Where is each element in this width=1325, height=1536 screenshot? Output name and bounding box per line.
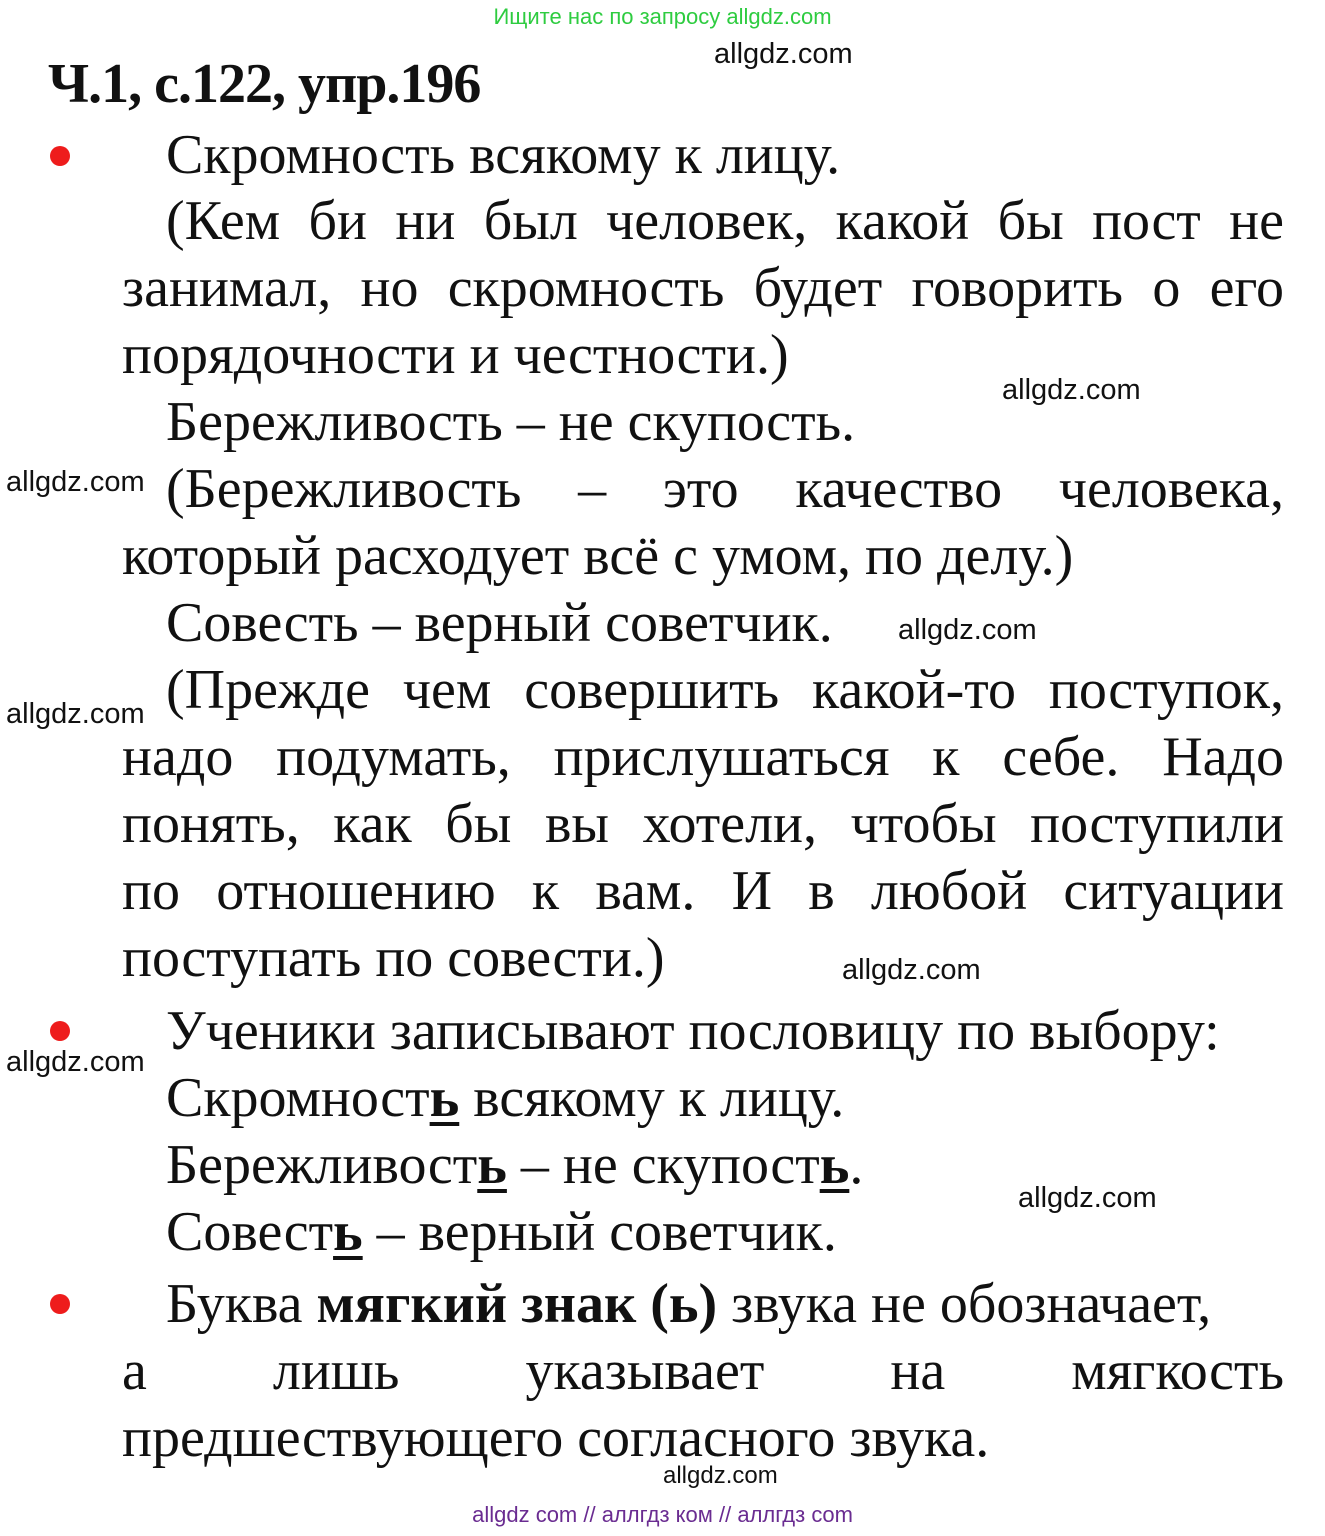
soft-sign-underlined: ь	[477, 1134, 507, 1196]
proverb-3: Совесть – верный советчик.	[166, 592, 833, 654]
proverb-2-marked	[166, 1132, 863, 1198]
soft-sign-underlined: ь	[819, 1134, 850, 1196]
explanation-2-line-1: (Бережливость – это качество человека,	[166, 458, 1284, 520]
soft-sign-term: мягкий знак (ь)	[316, 1273, 718, 1335]
explanation-3-line-5: поступать по совести.)	[122, 927, 665, 989]
soft-sign-underlined: ь	[429, 1067, 460, 1129]
proverb-text: – верный советчик.	[362, 1201, 837, 1263]
rule-line-1	[166, 1271, 1284, 1337]
watermark: allgdz.com	[898, 614, 1037, 646]
assignment-intro: Ученики записывают пословицу по выбору:	[166, 1000, 1220, 1062]
rule-text: звука не обозначает,	[717, 1273, 1212, 1335]
top-search-link[interactable]: Ищите нас по запросу allgdz.com	[493, 4, 832, 29]
watermark: allgdz.com	[842, 954, 981, 986]
watermark: allgdz.com	[663, 1462, 778, 1489]
watermark: allgdz.com	[1002, 374, 1141, 406]
rule-line-3: предшествующего согласного звука.	[122, 1407, 990, 1469]
watermark: allgdz.com	[6, 698, 145, 730]
soft-sign-underlined: ь	[333, 1201, 363, 1263]
rule-text: Буква	[166, 1273, 317, 1335]
explanation-3-line-1: (Прежде чем совершить какой-то поступок,	[166, 659, 1284, 721]
explanation-3-line-2: надо подумать, прислушаться к себе. Надо	[122, 726, 1284, 788]
proverb-3-marked	[166, 1199, 837, 1265]
explanation-3-line-4: по отношению к вам. И в любой ситуации	[122, 860, 1284, 922]
explanation-1-line-2: занимал, но скромность будет говорить о его	[122, 257, 1284, 319]
explanation-1-line-1: (Кем би ни был человек, какой бы пост не	[166, 190, 1284, 252]
proverb-text: Совест	[166, 1201, 334, 1263]
proverb-1-marked	[166, 1065, 844, 1131]
watermark: allgdz.com	[1018, 1182, 1157, 1214]
watermark: allgdz.com	[6, 466, 145, 498]
proverb-text: Скромност	[166, 1067, 430, 1129]
proverb-1: Скромность всякому к лицу.	[166, 124, 841, 186]
explanation-1-line-3: порядочности и честности.)	[122, 324, 789, 386]
rule-line-2: а лишь указывает на мягкость	[122, 1340, 1284, 1402]
proverb-2: Бережливость – не скупость.	[166, 391, 856, 453]
explanation-3-line-3: понять, как бы вы хотели, чтобы поступили	[122, 793, 1284, 855]
footer-links[interactable]: allgdz com // аллгдз ком // аллгдз com	[472, 1502, 853, 1527]
explanation-2-line-2: который расходует всё с умом, по делу.)	[122, 525, 1074, 587]
watermark: allgdz.com	[6, 1046, 145, 1078]
proverb-text: Бережливост	[166, 1134, 478, 1196]
page-title: Ч.1, с.122, упр.196	[48, 53, 481, 115]
bullet-icon	[50, 1294, 70, 1314]
proverb-text: .	[849, 1134, 864, 1196]
bullet-icon	[50, 146, 70, 166]
bullet-icon	[50, 1021, 70, 1041]
proverb-text: всякому к лицу.	[459, 1067, 845, 1129]
watermark: allgdz.com	[714, 38, 853, 70]
proverb-text: – не скупост	[506, 1134, 820, 1196]
